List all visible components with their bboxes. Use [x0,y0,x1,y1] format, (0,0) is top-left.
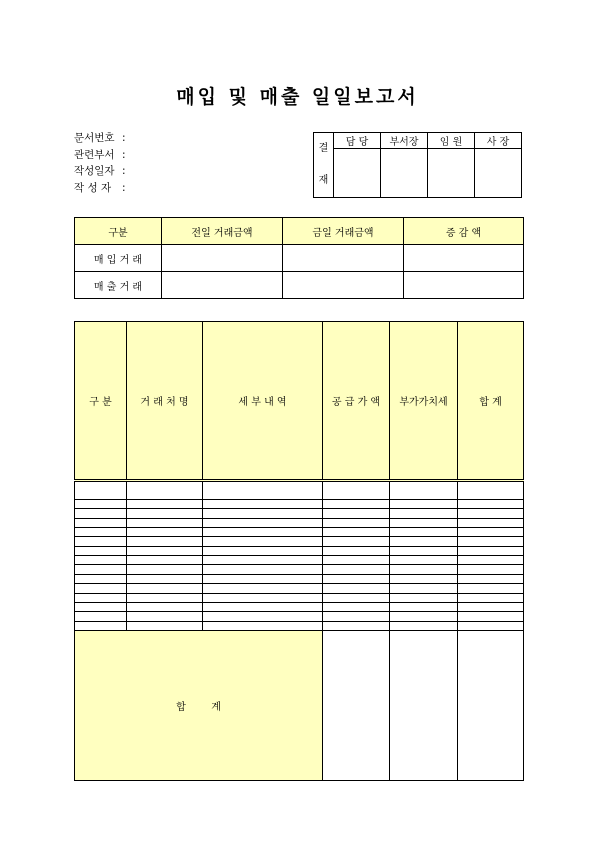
ledger-cell[interactable] [203,509,323,518]
table-row [75,481,524,500]
table-row [75,612,524,621]
ledger-cell[interactable] [203,499,323,508]
document-meta [74,130,132,196]
ledger-cell[interactable] [203,612,323,621]
ledger-cell[interactable] [75,518,127,527]
summary-header: 전일 거래금액 [162,218,283,245]
ledger-table [74,321,524,781]
ledger-cell[interactable] [127,612,203,621]
ledger-cell[interactable] [127,565,203,574]
table-row [75,546,524,555]
approval-role: 담 당 [334,133,381,149]
ledger-cell[interactable] [390,509,458,518]
summary-header: 금일 거래금액 [283,218,404,245]
ledger-header: 구 분 [75,322,127,481]
table-row [75,556,524,565]
ledger-total-cell[interactable] [390,631,458,781]
approval-sign-box[interactable] [334,149,381,198]
approval-sign-box[interactable] [381,149,428,198]
ledger-cell[interactable] [390,528,458,537]
ledger-cell[interactable] [323,612,390,621]
ledger-cell[interactable] [127,537,203,546]
ledger-cell[interactable] [127,546,203,555]
ledger-cell[interactable] [390,537,458,546]
approval-table [313,132,522,198]
ledger-cell[interactable] [203,593,323,602]
meta-date: 작성일자 : [74,163,132,180]
ledger-cell[interactable] [390,584,458,593]
ledger-cell[interactable] [323,518,390,527]
ledger-cell[interactable] [323,593,390,602]
ledger-cell[interactable] [203,518,323,527]
ledger-cell[interactable] [458,593,524,602]
ledger-cell[interactable] [127,509,203,518]
ledger-cell[interactable] [127,584,203,593]
meta-label: 작성일자 [74,165,115,177]
ledger-cell[interactable] [75,528,127,537]
ledger-cell[interactable] [75,565,127,574]
ledger-cell[interactable] [458,612,524,621]
ledger-cell[interactable] [75,509,127,518]
ledger-cell[interactable] [75,537,127,546]
ledger-cell[interactable] [127,556,203,565]
ledger-cell[interactable] [127,528,203,537]
ledger-cell[interactable] [458,481,524,500]
ledger-total-cell[interactable] [323,631,390,781]
ledger-header: 공 급 가 액 [323,322,390,481]
ledger-cell[interactable] [458,509,524,518]
table-row [75,499,524,508]
ledger-cell[interactable] [75,499,127,508]
ledger-cell[interactable] [390,612,458,621]
summary-cell[interactable] [162,245,283,272]
ledger-cell[interactable] [203,574,323,583]
summary-cell[interactable] [283,245,404,272]
ledger-cell[interactable] [203,481,323,500]
ledger-cell[interactable] [390,621,458,630]
ledger-cell[interactable] [390,499,458,508]
ledger-cell[interactable] [323,602,390,611]
ledger-cell[interactable] [75,574,127,583]
ledger-cell[interactable] [323,509,390,518]
ledger-cell[interactable] [390,518,458,527]
ledger-cell[interactable] [390,481,458,500]
ledger-cell[interactable] [323,574,390,583]
ledger-cell[interactable] [127,621,203,630]
approval-role: 부서장 [381,133,428,149]
ledger-cell[interactable] [203,621,323,630]
ledger-cell[interactable] [203,537,323,546]
ledger-cell[interactable] [127,518,203,527]
ledger-header: 부가가치세 [390,322,458,481]
ledger-cell[interactable] [458,528,524,537]
table-row [75,537,524,546]
summary-row-label: 매 출 거 래 [75,272,162,299]
table-row [75,574,524,583]
ledger-cell[interactable] [323,537,390,546]
ledger-cell[interactable] [75,584,127,593]
summary-header: 증 감 액 [404,218,524,245]
ledger-cell[interactable] [203,565,323,574]
ledger-header: 세 부 내 역 [203,322,323,481]
ledger-cell[interactable] [458,602,524,611]
table-row [75,593,524,602]
table-row [75,518,524,527]
ledger-cell[interactable] [75,546,127,555]
ledger-cell[interactable] [323,556,390,565]
ledger-cell[interactable] [203,546,323,555]
ledger-total-label: 합 계 [75,631,323,781]
ledger-cell[interactable] [75,621,127,630]
table-row [75,584,524,593]
ledger-cell[interactable] [75,593,127,602]
ledger-cell[interactable] [390,593,458,602]
ledger-cell[interactable] [390,556,458,565]
ledger-cell[interactable] [323,546,390,555]
ledger-cell[interactable] [458,565,524,574]
ledger-cell[interactable] [323,499,390,508]
meta-department: 관련부서 : [74,147,132,164]
table-row [75,621,524,630]
meta-author: 작 성 자 : [74,180,132,197]
ledger-cell[interactable] [203,584,323,593]
ledger-cell[interactable] [323,621,390,630]
ledger-cell[interactable] [458,584,524,593]
ledger-cell[interactable] [203,528,323,537]
ledger-cell[interactable] [390,574,458,583]
ledger-cell[interactable] [323,481,390,500]
ledger-cell[interactable] [75,556,127,565]
ledger-cell[interactable] [203,602,323,611]
report-title: 매입 및 매출 일일보고서 [176,86,419,108]
ledger-cell[interactable] [323,528,390,537]
table-row [75,602,524,611]
ledger-cell[interactable] [75,481,127,500]
ledger-cell[interactable] [390,546,458,555]
ledger-cell[interactable] [390,565,458,574]
summary-cell[interactable] [162,272,283,299]
table-row [75,509,524,518]
ledger-cell[interactable] [458,518,524,527]
summary-cell[interactable] [283,272,404,299]
ledger-cell[interactable] [203,556,323,565]
ledger-total-row [75,631,524,781]
ledger-cell[interactable] [323,565,390,574]
summary-header: 구분 [75,218,162,245]
approval-role: 임 원 [428,133,475,149]
meta-label: 문서번호 [74,132,115,144]
summary-row-label: 매 입 거 래 [75,245,162,272]
ledger-header: 합 계 [458,322,524,481]
ledger-cell[interactable] [127,574,203,583]
ledger-cell[interactable] [458,546,524,555]
ledger-cell[interactable] [390,602,458,611]
ledger-cell[interactable] [458,537,524,546]
ledger-cell[interactable] [127,593,203,602]
ledger-cell[interactable] [127,481,203,500]
ledger-total-cell[interactable] [458,631,524,781]
ledger-cell[interactable] [458,499,524,508]
ledger-cell[interactable] [75,612,127,621]
approval-side-label: 결 재 [314,133,334,198]
ledger-cell[interactable] [75,602,127,611]
ledger-cell[interactable] [127,602,203,611]
ledger-cell[interactable] [127,499,203,508]
ledger-header: 거 래 처 명 [127,322,203,481]
meta-label: 관련부서 [74,148,115,161]
meta-doc-number: 문서번호 : [74,130,132,147]
ledger-cell[interactable] [458,574,524,583]
summary-table [74,217,524,299]
approval-sign-box[interactable] [475,149,522,198]
approval-role: 사 장 [475,133,522,149]
ledger-cell[interactable] [458,621,524,630]
ledger-cell[interactable] [323,584,390,593]
meta-label: 작 성 자 [74,181,112,194]
table-row [75,528,524,537]
ledger-cell[interactable] [458,556,524,565]
approval-sign-box[interactable] [428,149,475,198]
summary-cell[interactable] [404,245,524,272]
table-row [75,565,524,574]
summary-cell[interactable] [404,272,524,299]
